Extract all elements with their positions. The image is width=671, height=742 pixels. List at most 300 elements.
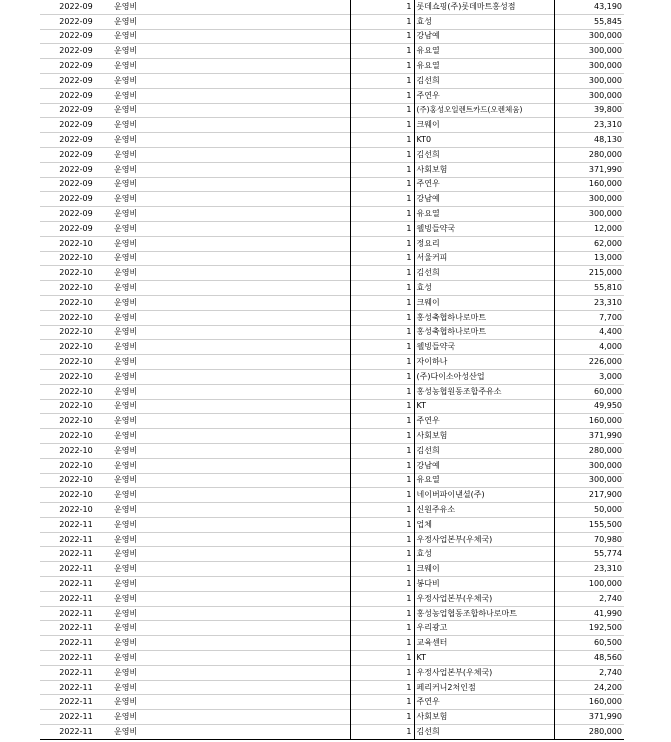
category-cell: 운영비	[112, 177, 350, 192]
month-cell: 2022-09	[40, 44, 112, 59]
category-cell: 운영비	[112, 651, 350, 666]
ledger-row	[40, 429, 624, 444]
amount-cell: 300,000	[554, 59, 624, 74]
month-cell: 2022-11	[40, 680, 112, 695]
ledger-row	[40, 310, 624, 325]
amount-cell: 12,000	[554, 221, 624, 236]
vendor-cell: 크웨이	[414, 295, 554, 310]
vendor-cell: 페리커니2처인점	[414, 680, 554, 695]
vendor-cell: 웰빙들약국	[414, 221, 554, 236]
ledger-row	[40, 44, 624, 59]
month-cell: 2022-10	[40, 399, 112, 414]
ledger-row	[40, 295, 624, 310]
amount-cell: 371,990	[554, 429, 624, 444]
month-cell: 2022-09	[59, 1, 93, 11]
month-cell: 2022-09	[40, 207, 112, 222]
ledger-row	[40, 532, 624, 547]
quantity-cell: 1	[350, 207, 414, 222]
ledger-row	[40, 577, 624, 592]
category-cell: 운영비	[112, 59, 350, 74]
ledger-row	[40, 369, 624, 384]
amount-cell: 155,500	[554, 517, 624, 532]
category-cell: 운영비	[112, 88, 350, 103]
amount-cell: 49,950	[554, 399, 624, 414]
vendor-cell: 유요열	[414, 44, 554, 59]
vendor-cell: 정요리	[414, 236, 554, 251]
category-cell: 운영비	[112, 636, 350, 651]
quantity-cell: 1	[350, 0, 414, 14]
month-cell: 2022-11	[40, 665, 112, 680]
amount-cell: 3,000	[554, 369, 624, 384]
month-cell: 2022-10	[40, 473, 112, 488]
amount-cell: 23,310	[554, 562, 624, 577]
ledger-row	[40, 118, 624, 133]
quantity-cell: 1	[350, 310, 414, 325]
month-cell: 2022-11	[40, 725, 112, 740]
category-cell: 운영비	[112, 414, 350, 429]
month-cell: 2022-09	[40, 103, 112, 118]
amount-cell: 24,200	[554, 680, 624, 695]
category-cell: 운영비	[112, 562, 350, 577]
amount-cell: 280,000	[554, 147, 624, 162]
category-cell: 운영비	[112, 606, 350, 621]
ledger-row	[40, 606, 624, 621]
amount-cell: 300,000	[554, 207, 624, 222]
category-cell: 운영비	[112, 73, 350, 88]
category-cell: 운영비	[112, 325, 350, 340]
ledger-row	[40, 0, 624, 14]
amount-cell: 300,000	[554, 29, 624, 44]
amount-cell: 23,310	[554, 118, 624, 133]
amount-cell: 300,000	[554, 473, 624, 488]
vendor-cell: 서울커피	[414, 251, 554, 266]
vendor-cell: 자이하나	[414, 355, 554, 370]
quantity-cell: 1	[350, 414, 414, 429]
amount-cell: 2,740	[554, 665, 624, 680]
vendor-cell: 주연우	[414, 695, 554, 710]
ledger-row	[40, 355, 624, 370]
vendor-cell: 업체	[414, 517, 554, 532]
ledger-row	[40, 281, 624, 296]
quantity-cell: 1	[350, 59, 414, 74]
quantity-cell: 1	[350, 355, 414, 370]
category-cell: 운영비	[112, 340, 350, 355]
month-cell: 2022-10	[40, 325, 112, 340]
vendor-cell: 홍성축협하나로마트	[414, 310, 554, 325]
category-cell: 운영비	[112, 118, 350, 133]
quantity-cell: 1	[350, 147, 414, 162]
quantity-cell: 1	[350, 636, 414, 651]
quantity-cell: 1	[350, 325, 414, 340]
ledger-row	[40, 133, 624, 148]
vendor-cell: 김선희	[414, 147, 554, 162]
amount-cell: 160,000	[554, 695, 624, 710]
amount-cell: 43,190	[594, 1, 622, 11]
month-cell: 2022-09	[40, 14, 112, 29]
category-cell: 운영비	[112, 443, 350, 458]
month-cell: 2022-10	[40, 236, 112, 251]
ledger-row	[40, 103, 624, 118]
ledger-row	[40, 266, 624, 281]
vendor-text: (주)홍성오일렌트카드(오렌체움)	[416, 104, 523, 114]
ledger-row	[40, 695, 624, 710]
month-cell: 2022-10	[40, 384, 112, 399]
quantity-cell: 1	[350, 577, 414, 592]
month-cell: 2022-09	[40, 133, 112, 148]
quantity-cell: 1	[350, 295, 414, 310]
month-cell: 2022-11	[40, 577, 112, 592]
category-cell: 운영비	[112, 473, 350, 488]
category-cell: 운영비	[112, 310, 350, 325]
amount-cell: 192,500	[554, 621, 624, 636]
amount-cell: 300,000	[554, 73, 624, 88]
amount-cell: 55,810	[554, 281, 624, 296]
ledger-row	[40, 384, 624, 399]
ledger-row	[40, 59, 624, 74]
vendor-cell: 사회보험	[414, 429, 554, 444]
category-cell: 운영비	[112, 369, 350, 384]
ledger-row	[40, 517, 624, 532]
quantity-cell: 1	[350, 473, 414, 488]
vendor-cell: 효성	[414, 547, 554, 562]
amount-cell: 50,000	[554, 503, 624, 518]
vendor-cell: 크웨이	[414, 118, 554, 133]
quantity-cell: 1	[350, 103, 414, 118]
category-cell: 운영비	[112, 29, 350, 44]
month-cell: 2022-09	[40, 192, 112, 207]
ledger-row	[40, 236, 624, 251]
quantity-cell: 1	[350, 621, 414, 636]
ledger-row	[40, 340, 624, 355]
month-cell: 2022-10	[40, 251, 112, 266]
category-cell: 운영비	[112, 621, 350, 636]
quantity-cell: 1	[350, 251, 414, 266]
amount-cell: 100,000	[554, 577, 624, 592]
ledger-row	[40, 651, 624, 666]
quantity-cell: 1	[350, 192, 414, 207]
quantity-cell: 1	[350, 44, 414, 59]
month-cell: 2022-11	[40, 591, 112, 606]
ledger-row	[40, 88, 624, 103]
category-cell: 운영비	[112, 680, 350, 695]
amount-cell: 55,774	[554, 547, 624, 562]
month-cell: 2022-11	[40, 621, 112, 636]
quantity-cell: 1	[350, 591, 414, 606]
category-cell: 운영비	[112, 384, 350, 399]
ledger-row	[40, 73, 624, 88]
quantity-cell: 1	[350, 88, 414, 103]
amount-cell: 4,000	[554, 340, 624, 355]
amount-cell: 7,700	[554, 310, 624, 325]
month-cell: 2022-11	[40, 695, 112, 710]
vendor-cell: 주연우	[414, 177, 554, 192]
quantity-cell: 1	[350, 651, 414, 666]
quantity-cell: 1	[350, 281, 414, 296]
category-cell: 운영비	[112, 295, 350, 310]
ledger-row	[40, 325, 624, 340]
vendor-cell: 사회보험	[414, 162, 554, 177]
ledger-row	[40, 621, 624, 636]
amount-cell: 41,990	[554, 606, 624, 621]
category-cell: 운영비	[112, 695, 350, 710]
vendor-cell: 봉다비	[414, 577, 554, 592]
category-cell: 운영비	[112, 266, 350, 281]
ledger-row	[40, 503, 624, 518]
ledger-row	[40, 192, 624, 207]
ledger-row	[40, 562, 624, 577]
amount-cell: 215,000	[554, 266, 624, 281]
category-cell: 운영비	[112, 591, 350, 606]
quantity-cell: 1	[350, 369, 414, 384]
amount-cell: 2,740	[554, 591, 624, 606]
month-cell: 2022-11	[40, 517, 112, 532]
month-cell: 2022-10	[40, 503, 112, 518]
quantity-cell: 1	[350, 488, 414, 503]
amount-cell: 300,000	[554, 458, 624, 473]
category-cell: 운영비	[112, 547, 350, 562]
category-cell: 운영비	[112, 207, 350, 222]
amount-cell: 48,130	[554, 133, 624, 148]
month-cell: 2022-09	[40, 88, 112, 103]
vendor-cell: 김선희	[414, 443, 554, 458]
category-cell: 운영비	[112, 147, 350, 162]
ledger-row	[40, 399, 624, 414]
month-cell: 2022-10	[40, 355, 112, 370]
month-cell: 2022-09	[40, 29, 112, 44]
category-cell: 운영비	[112, 725, 350, 740]
vendor-cell: KT0	[414, 133, 554, 148]
month-cell: 2022-10	[40, 266, 112, 281]
quantity-cell: 1	[350, 725, 414, 740]
amount-cell: 371,990	[554, 710, 624, 725]
quantity-cell: 1	[350, 73, 414, 88]
vendor-cell: 주연우	[414, 88, 554, 103]
category-cell: 운영비	[112, 162, 350, 177]
month-cell: 2022-11	[40, 562, 112, 577]
quantity-cell: 1	[350, 562, 414, 577]
vendor-cell: (주)다이소아성산업	[414, 369, 554, 384]
ledger-row	[40, 488, 624, 503]
ledger-row	[40, 458, 624, 473]
quantity-cell: 1	[350, 177, 414, 192]
ledger-body	[40, 0, 624, 739]
quantity-cell: 1	[350, 133, 414, 148]
quantity-cell: 1	[350, 221, 414, 236]
quantity-cell: 1	[350, 162, 414, 177]
ledger-row	[40, 665, 624, 680]
vendor-cell: 강남예	[414, 192, 554, 207]
category-cell: 운영비	[112, 710, 350, 725]
month-cell: 2022-10	[40, 340, 112, 355]
ledger-row	[40, 147, 624, 162]
month-cell: 2022-10	[40, 369, 112, 384]
quantity-cell: 1	[350, 399, 414, 414]
quantity-cell: 1	[350, 547, 414, 562]
amount-cell: 13,000	[554, 251, 624, 266]
category-cell: 운영비	[112, 44, 350, 59]
vendor-cell: 김선희	[414, 266, 554, 281]
vendor-cell: 우리광고	[414, 621, 554, 636]
ledger-row	[40, 680, 624, 695]
vendor-cell: 강남예	[414, 29, 554, 44]
quantity-cell: 1	[350, 503, 414, 518]
vendor-cell: 주연우	[414, 414, 554, 429]
amount-cell: 300,000	[554, 192, 624, 207]
amount-cell: 300,000	[554, 88, 624, 103]
vendor-cell: 강남예	[414, 458, 554, 473]
quantity-cell: 1	[350, 266, 414, 281]
amount-cell: 371,990	[554, 162, 624, 177]
ledger-row	[40, 547, 624, 562]
amount-cell: 23,310	[554, 295, 624, 310]
quantity-cell: 1	[350, 29, 414, 44]
category-cell: 운영비	[112, 503, 350, 518]
quantity-cell: 1	[350, 384, 414, 399]
vendor-cell: 유요열	[414, 207, 554, 222]
amount-cell: 280,000	[554, 443, 624, 458]
ledger-row	[40, 162, 624, 177]
vendor-cell	[414, 103, 554, 118]
month-cell: 2022-10	[40, 281, 112, 296]
category-cell: 운영비	[112, 133, 350, 148]
quantity-cell: 1	[350, 118, 414, 133]
quantity-cell: 1	[350, 710, 414, 725]
month-cell: 2022-11	[40, 532, 112, 547]
vendor-cell: 홍성농업협동조합하나로마트	[414, 606, 554, 621]
vendor-cell: 우정사업본부(우체국)	[414, 665, 554, 680]
category-cell: 운영비	[112, 281, 350, 296]
category-cell: 운영비	[112, 251, 350, 266]
ledger-row	[40, 14, 624, 29]
month-cell: 2022-09	[40, 162, 112, 177]
amount-cell: 300,000	[554, 44, 624, 59]
month-cell: 2022-09	[40, 73, 112, 88]
ledger-row	[40, 591, 624, 606]
amount-cell: 60,000	[554, 384, 624, 399]
quantity-cell: 1	[350, 429, 414, 444]
month-cell: 2022-09	[40, 147, 112, 162]
category-cell: 운영비	[112, 665, 350, 680]
category-cell: 운영비	[112, 192, 350, 207]
vendor-cell: 웰빙들약국	[414, 340, 554, 355]
ledger-row	[40, 636, 624, 651]
amount-cell: 70,980	[554, 532, 624, 547]
category-cell: 운영비	[112, 0, 350, 14]
category-cell: 운영비	[112, 429, 350, 444]
amount-cell: 217,900	[554, 488, 624, 503]
month-cell: 2022-10	[40, 414, 112, 429]
category-cell: 운영비	[112, 532, 350, 547]
amount-cell: 62,000	[554, 236, 624, 251]
ledger-row	[40, 221, 624, 236]
vendor-cell: 네이버파이낸셜(주)	[414, 488, 554, 503]
category-cell: 운영비	[112, 488, 350, 503]
month-cell: 2022-10	[40, 488, 112, 503]
month-cell: 2022-11	[40, 547, 112, 562]
vendor-cell: 우정사업본부(우체국)	[414, 532, 554, 547]
ledger-row	[40, 414, 624, 429]
amount-cell: 60,500	[554, 636, 624, 651]
month-cell: 2022-09	[40, 221, 112, 236]
ledger-row	[40, 207, 624, 222]
ledger-row	[40, 473, 624, 488]
amount-cell: 160,000	[554, 414, 624, 429]
amount-cell: 4,400	[554, 325, 624, 340]
quantity-cell: 1	[350, 695, 414, 710]
vendor-cell: 효성	[414, 281, 554, 296]
vendor-cell: 유요열	[414, 473, 554, 488]
quantity-cell: 1	[350, 517, 414, 532]
amount-cell: 226,000	[554, 355, 624, 370]
quantity-cell: 1	[350, 532, 414, 547]
vendor-cell: 효성	[414, 14, 554, 29]
category-cell: 운영비	[112, 399, 350, 414]
quantity-cell: 1	[350, 236, 414, 251]
category-cell: 운영비	[112, 517, 350, 532]
category-cell: 운영비	[112, 458, 350, 473]
month-cell: 2022-11	[40, 606, 112, 621]
quantity-cell: 1	[350, 14, 414, 29]
vendor-cell: 우정사업본부(우체국)	[414, 591, 554, 606]
month-cell: 2022-10	[40, 295, 112, 310]
vendor-cell: 사회보험	[414, 710, 554, 725]
category-cell: 운영비	[112, 14, 350, 29]
category-cell: 운영비	[112, 221, 350, 236]
amount-cell: 48,560	[554, 651, 624, 666]
ledger-row	[40, 725, 624, 740]
ledger-row	[40, 710, 624, 725]
ledger-row	[40, 443, 624, 458]
amount-cell: 280,000	[554, 725, 624, 740]
month-cell: 2022-11	[40, 710, 112, 725]
quantity-cell: 1	[350, 443, 414, 458]
ledger-row	[40, 251, 624, 266]
month-cell: 2022-10	[40, 443, 112, 458]
quantity-cell: 1	[350, 606, 414, 621]
quantity-cell: 1	[350, 680, 414, 695]
month-cell: 2022-11	[40, 636, 112, 651]
category-cell: 운영비	[112, 103, 350, 118]
month-cell: 2022-10	[40, 310, 112, 325]
amount-cell: 55,845	[554, 14, 624, 29]
amount-cell: 39,800	[554, 103, 624, 118]
vendor-cell: 홍성농협원동조합주유소	[414, 384, 554, 399]
vendor-cell: 유요열	[414, 59, 554, 74]
category-cell: 운영비	[112, 236, 350, 251]
vendor-cell: KT	[414, 399, 554, 414]
month-cell: 2022-10	[40, 458, 112, 473]
vendor-cell: KT	[414, 651, 554, 666]
ledger-row	[40, 29, 624, 44]
quantity-cell: 1	[350, 665, 414, 680]
vendor-cell: 김선희	[414, 73, 554, 88]
month-cell: 2022-09	[40, 177, 112, 192]
vendor-cell: 김선희	[414, 725, 554, 740]
month-cell: 2022-09	[40, 59, 112, 74]
expense-ledger-table	[40, 0, 624, 740]
month-cell: 2022-09	[40, 118, 112, 133]
month-cell: 2022-10	[40, 429, 112, 444]
vendor-cell: 홍성축협하나로마트	[414, 325, 554, 340]
category-cell: 운영비	[112, 577, 350, 592]
vendor-cell: 교육센터	[414, 636, 554, 651]
quantity-cell: 1	[350, 340, 414, 355]
month-cell: 2022-11	[40, 651, 112, 666]
vendor-cell: 롯데쇼핑(주)롯데마트홍성점	[414, 0, 554, 14]
quantity-cell: 1	[350, 458, 414, 473]
ledger-row	[40, 177, 624, 192]
vendor-cell: 크웨이	[414, 562, 554, 577]
